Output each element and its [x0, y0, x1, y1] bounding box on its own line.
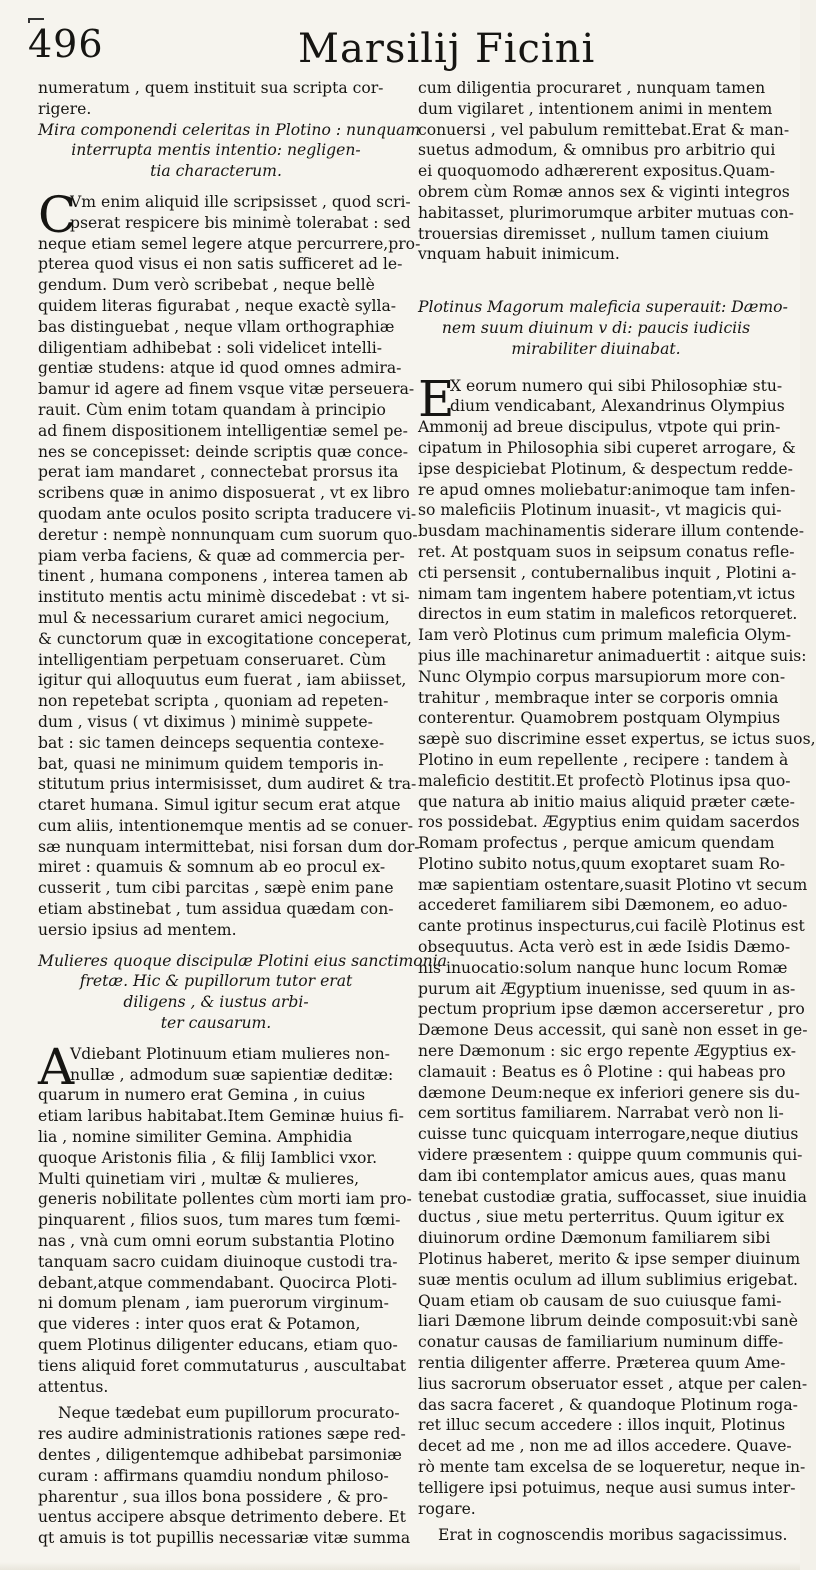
text-line: sæ nunquam intermittebat, nisi forsan dum dor- — [38, 837, 420, 856]
text-line: non repetebat scripta , quoniam ad repeten- — [38, 692, 389, 711]
text-line: suæ mentis oculum ad illum sublimius erigebat. — [418, 1270, 799, 1289]
drop-cap: A — [38, 1037, 75, 1096]
text-line: perat iam mandaret , connectebat prorsus ita — [38, 463, 399, 482]
text-line: trouersias diremisset , nullum tamen ciuium — [418, 224, 769, 243]
text-line: quidem literas figurabat , neque exactè sylla- — [38, 296, 397, 315]
paragraph — [38, 1037, 412, 1398]
text-line: rogare. — [418, 1499, 476, 1518]
text-line: quarum in numero erat Gemina , in cuius — [38, 1086, 366, 1105]
marginal-heading — [38, 120, 421, 182]
text-line: rauit. Cùm enim totam quandam à principio — [38, 400, 386, 419]
text-line: ctaret humana. Simul igitur secum erat atque — [38, 796, 401, 815]
page-number: 496 — [28, 22, 104, 66]
text-line: uersio ipsius ad mentem. — [38, 920, 237, 939]
text-line: busdam machinamentis siderare illum contende- — [418, 522, 805, 541]
text-line: pinquarent , filios suos, tum mares tum fœmi- — [38, 1211, 401, 1230]
text-line: Ammonij ad breue discipulus, vtpote qui prin- — [418, 418, 781, 437]
text-line: tanquam sacro cuidam diuinoque custodi tra- — [38, 1252, 398, 1271]
text-line: cipatum in Philosophia sibi cuperet arrogare, & — [418, 438, 796, 457]
text-line: Plotinus haberet, merito & ipse semper diuinum — [418, 1250, 801, 1269]
text-line: X eorum numero qui sibi Philosophiæ stu- — [450, 376, 783, 395]
text-line: conterentur. Quamobrem postquam Olympius — [418, 709, 781, 728]
text-line: cum diligentia procuraret , nunquam tamen — [418, 79, 766, 97]
text-line: das sacra faceret , & quandoque Plotinum roga- — [418, 1395, 798, 1414]
text-line: ni domum plenam , iam puerorum virginum- — [38, 1294, 389, 1313]
text-line: mul & necessarium curaret amici negocium, — [38, 608, 390, 627]
text-line: Romam profectus , perque amicum quendam — [418, 834, 775, 853]
intro-paragraph — [38, 78, 394, 120]
text-line: nes se concepisset: deinde scriptis quæ conce- — [38, 442, 409, 461]
drop-cap: C — [38, 185, 77, 244]
text-line: lius sacrorum obseruator esset , atque per calen- — [418, 1374, 808, 1393]
text-line: Nunc Olympio corpus marsupiorum more con- — [418, 667, 786, 686]
text-line: cuisse tunc quicquam interrogare,neque diutius — [418, 1125, 799, 1144]
text-line: cusserit , tum cibi parcitas , sæpè enim pane — [38, 879, 394, 898]
text-line: videre præsentem : quippe quum communis qui- — [418, 1146, 803, 1165]
text-line: obrem cùm Romæ annos sex & viginti integros — [418, 182, 790, 201]
text-line: so maleficiis Plotinum inuasit-, vt magicis qui- — [418, 501, 782, 520]
paragraph — [38, 185, 421, 941]
text-line: clamauit : Beatus es ô Plotine : qui habeas pro — [418, 1062, 786, 1081]
text-line: Vm enim aliquid ille scripsisset , quod scri- — [70, 192, 411, 211]
marginal-heading — [38, 951, 447, 1034]
text-line: cti persensit , contubernalibus inquit , Plotini a- — [418, 563, 797, 582]
heading-line: tia characterum. — [150, 162, 282, 181]
text-line: accederet familiarem sibi Dæmonem, eo aduo- — [418, 896, 788, 915]
text-line: gentiæ studens: atque id quod omnes admira- — [38, 359, 402, 378]
text-line: neque etiam semel legere atque percurrere,pro- — [38, 234, 421, 253]
drop-cap: E — [418, 369, 455, 428]
text-line: bat : sic tamen deinceps sequentia contexe- — [38, 733, 385, 752]
text-line: debant,atque commendabant. Quocirca Ploti- — [38, 1273, 398, 1292]
text-line: pserat respicere bis minimè tolerabat : sed — [70, 213, 411, 232]
marginal-heading — [418, 297, 788, 359]
heading-line: ter causarum. — [160, 1014, 272, 1033]
text-line: tiens aliquid foret commutaturus , auscultabat — [38, 1356, 406, 1375]
text-line: sæpè suo discrimine esset expertus, se ictus suos, — [418, 730, 816, 749]
text-line: Multi quinetiam viri , multæ & mulieres, — [38, 1169, 360, 1188]
running-head: Marsilij Ficini — [298, 26, 596, 72]
text-line: tinent , humana componens , interea tamen ab — [38, 567, 408, 586]
text-line: ei quoquomodo adhærerent expositus.Quam- — [418, 162, 775, 181]
text-line: bas distinguebat , neque vllam orthographiæ — [38, 317, 395, 336]
text-line: re apud omnes moliebatur:animoque tam infen- — [418, 480, 796, 499]
text-line: nas , vnà cum omni eorum substantia Plotino — [38, 1232, 395, 1251]
text-line: dæmone Deum:neque ex inferiori genere sis du- — [418, 1083, 800, 1102]
text-line: maleficio destitit.Et profectò Plotinus ipsa quo- — [418, 771, 791, 790]
text-line: quodam ante oculos posito scripta traducere vi- — [38, 504, 417, 523]
text-line: Plotino in eum repellente , recipere : tandem à — [418, 750, 789, 769]
text-line: dentes , diligentemque adhibebat parsimoniæ — [38, 1446, 402, 1464]
paragraph — [418, 369, 816, 1520]
closing-line: Erat in cognoscendis moribus sagacissimus. — [438, 1526, 788, 1545]
text-line: pius ille machinaretur animaduertit : aitque suis: — [418, 646, 807, 665]
heading-line: Plotinus Magorum maleficia superauit: Dæmo- — [418, 298, 788, 317]
text-line: Neque tædebat eum pupillorum procurato- — [58, 1404, 400, 1423]
text-line: habitasset, plurimorumque arbiter mutuas con- — [418, 203, 794, 222]
text-line: nimam tam ingentem habere potentiam,vt ictus — [418, 584, 796, 603]
text-line: ros possidebat. Ægyptius enim quidam sacerdos — [418, 813, 800, 832]
text-line: que videres : inter quos erat & Potamon, — [38, 1315, 361, 1334]
text-line: nis inuocatio:solum nanque hunc locum Romæ — [418, 958, 788, 977]
text-line: attentus. — [38, 1377, 109, 1396]
text-line: diuinorum ordine Dæmonum familiarem sibi — [418, 1229, 771, 1248]
text-line: scribens quæ in animo disposuerat , vt ex libro — [38, 484, 410, 503]
text-line: mæ sapientiam ostentare,suasit Plotino vt secum — [418, 875, 808, 894]
right-column — [418, 78, 816, 1546]
text-line: gendum. Dum verò scribebat , neque bellè — [38, 276, 375, 295]
text-line: bamur id agere ad finem vsque vitæ perseuera- — [38, 380, 415, 399]
heading-line: fretæ. Hic & pupillorum tutor erat — [79, 972, 353, 991]
heading-line: Mulieres quoque discipulæ Plotini eius sanctimonia — [38, 951, 447, 970]
text-line: Plotino subito notus,quum exoptaret suam Ro- — [418, 854, 785, 873]
text-line: instituto mentis actu minimè discedebat : vt si- — [38, 588, 410, 607]
paragraph — [418, 78, 794, 265]
text-line: res audire administrationis rationes sæpe red- — [38, 1425, 406, 1444]
paragraph — [38, 1403, 411, 1549]
text-line: deretur : nempè nonnunquam cum suorum quo- — [38, 525, 418, 544]
text-line: diligentiam adhibebat : soli videlicet intelli- — [38, 338, 382, 357]
text-line: ductus , siue metu perterritus. Quum igitur ex — [418, 1208, 785, 1227]
text-line: lia , nomine similiter Gemina. Amphidia — [38, 1128, 353, 1147]
text-line: pterea quod visus ei non satis sufficeret ad le- — [38, 255, 403, 274]
text-line: conatur causas de familiarium numinum diffe- — [418, 1333, 784, 1352]
text-line: quem Plotinus diligenter educans, etiam quo- — [38, 1336, 398, 1355]
text-line: numeratum , quem instituit sua scripta cor- — [38, 79, 384, 97]
text-line: nullæ , admodum suæ sapientiæ deditæ: — [70, 1065, 394, 1084]
text-line: dam ibi contemplator amicus aues, quas manu — [418, 1166, 787, 1185]
text-line: stitutum prius intermisisset, dum audiret & tra- — [38, 775, 417, 794]
text-line: Iam verò Plotinus cum primum maleficia Olym- — [418, 626, 792, 645]
text-line: dum vigilaret , intentionem animi in mentem — [418, 99, 773, 118]
text-line: tenebat custodiæ gratia, suffocasset, siue inuidia — [418, 1187, 807, 1206]
text-line: curam : affirmans quamdiu nondum philoso- — [38, 1466, 389, 1485]
text-line: dum , visus ( vt diximus ) minimè suppete- — [38, 712, 373, 731]
text-line: cante protinus inspecturus,cui facilè Plotinus est — [418, 917, 805, 936]
text-line: rò mente tam excelsa de se loqueretur, neque in- — [418, 1458, 806, 1476]
heading-line: Mira componendi celeritas in Plotino : nunquam — [38, 120, 421, 139]
text-line: ret. At postquam suos in seipsum conatus refle- — [418, 542, 795, 561]
heading-line: interrupta mentis intentio: negligen- — [71, 141, 361, 160]
text-line: bat, quasi ne minimum quidem temporis in- — [38, 754, 384, 773]
text-line: rentia diligenter afferre. Præterea quum Ame- — [418, 1354, 786, 1373]
text-line: etiam laribus habitabat.Item Geminæ huius fi- — [38, 1107, 404, 1126]
text-line: quoque Aristonis filia , & filij Iamblici vxor. — [38, 1148, 378, 1167]
text-line: purum ait Ægyptium inuenisse, sed quum in as- — [418, 979, 796, 998]
text-line: rigere. — [38, 99, 92, 118]
text-line: trahitur , membraque inter se corporis omnia — [418, 688, 779, 707]
text-line: vnquam habuit inimicum. — [418, 245, 620, 264]
text-line: directos in eum statim in maleficos retorqueret. — [418, 605, 798, 624]
text-line: & cunctorum quæ in excogitatione conceperat, — [38, 629, 412, 648]
heading-line: nem suum diuinum v di: paucis iudiciis — [441, 318, 751, 337]
text-line: ipse despiciebat Plotinum, & despectum redde- — [418, 459, 793, 478]
text-line: intelligentiam perpetuam conseruaret. Cùm — [38, 650, 387, 669]
text-line: uentus accipere absque detrimento debere. Et — [38, 1508, 406, 1527]
text-line: liari Dæmone librum deinde composuit:vbi sanè — [418, 1312, 798, 1331]
text-line: miret : quamuis & somnum ab eo procul ex- — [38, 858, 386, 877]
text-line: suetus admodum, & omnibus pro arbitrio qui — [418, 141, 776, 160]
text-line: etiam abstinebat , tum assidua quædam con- — [38, 900, 394, 919]
text-line: pectum proprium ipse dæmon accerseretur , pro — [418, 1000, 805, 1019]
text-line: que natura ab initio maius aliquid præter cæte- — [418, 792, 795, 811]
text-line: piam verba faciens, & quæ ad commercia per- — [38, 546, 405, 565]
text-line: generis nobilitate pollentes cùm morti iam pro- — [38, 1190, 412, 1209]
text-line: decet ad me , non me ad illos accedere. Quave- — [418, 1437, 792, 1456]
text-line: telligere ipsi potuimus, neque ausi sumus inter- — [418, 1478, 796, 1497]
text-line: dium vendicabant, Alexandrinus Olympius — [450, 397, 785, 416]
text-line: conuersi , vel pabulum remittebat.Erat & man- — [418, 120, 790, 139]
text-line: qt amuis is tot pupillis necessariæ vitæ summa — [38, 1529, 411, 1548]
heading-line: mirabiliter diuinabat. — [511, 339, 681, 358]
text-line: Dæmone Deus accessit, qui sanè non esset in ge- — [418, 1021, 808, 1040]
text-line: ret illuc secum accedere : illos inquit, Plotinus — [418, 1416, 786, 1435]
text-line: cum aliis, intentionemque mentis ad se conuer- — [38, 816, 414, 835]
text-line: Vdiebant Plotinuum etiam mulieres non- — [70, 1044, 390, 1063]
text-line: obsequutus. Acta verò est in æde Isidis Dæmo- — [418, 938, 791, 957]
text-line: pharentur , sua illos bona possidere , & pro- — [38, 1487, 389, 1506]
text-line: cem sortitus familiarem. Narrabat verò non li- — [418, 1104, 784, 1123]
heading-line: diligens , & iustus arbi- — [123, 993, 309, 1012]
text-line: igitur qui alloquutus eum fuerat , iam abiisset, — [38, 671, 407, 690]
text-line: Quam etiam ob causam de suo cuiusque fami- — [418, 1291, 782, 1310]
page-header — [0, 0, 800, 72]
page-edge — [0, 1562, 800, 1570]
text-line: nere Dæmonum : sic ergo repente Ægyptius ex- — [418, 1042, 797, 1061]
text-line: ad finem dispositionem intelligentiæ semel pe- — [38, 421, 408, 440]
